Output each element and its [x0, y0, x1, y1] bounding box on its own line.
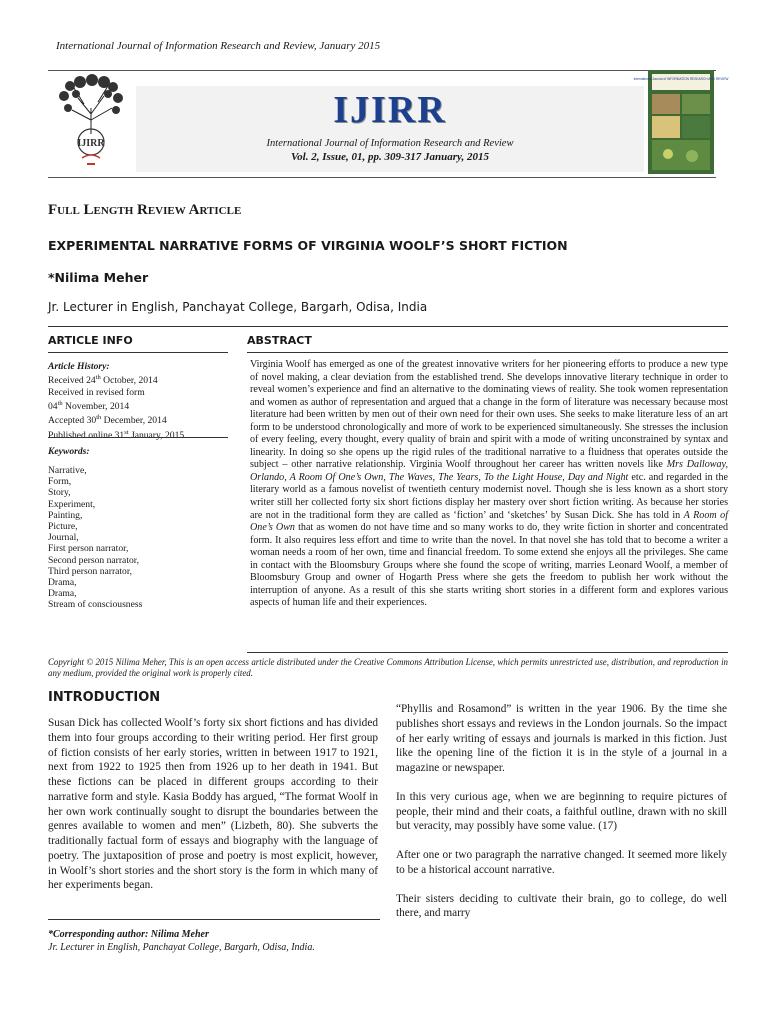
keyword: Story,	[48, 487, 71, 499]
paragraph: Their sisters deciding to cultivate their brain, go to college, do well there, and marry	[396, 892, 727, 920]
footnote-rule	[48, 919, 380, 920]
journal-full-name: International Journal of Information Research and Review	[266, 138, 514, 149]
keyword: Stream of consciousness	[48, 599, 143, 611]
paragraph: “Phyllis and Rosamond” is written in the year 1906. By the time she publishes short essays and reviews in the London journals. So the impact of her early writing of essays and journals is marked in this fiction. Just like the opening line of the fiction it is in the style of a journal in a magazine or newspaper.	[396, 703, 727, 774]
journal-abbrev: IJIRR	[333, 89, 447, 131]
introduction-left-column: Susan Dick has collected Woolf’s forty six short fictions and has divided them into four groups according to their writing period. Her first group of fiction consists of her early stories, written in between 1917 to 1921, next from 1922 to 1925 then from 1926 up to her death in 1941. But these fictions can be placed in different groups according to their narrative form and style. Kasia Boddy has argued, “The format Woolf in her own work continually sought to disrupt the boundaries between the genres available to women and men” (Lizbeth, 80). She subverts the traditionally factual form of essays and biography with the language of poetry. The juxtaposition of prose and poetry is most explicit, however, in Woolf’s short stories and the short story is the form in which many of her experiments began.	[48, 717, 378, 892]
published-date: Published online 31st January, 2015	[48, 428, 185, 441]
volume-line: Vol. 2, Issue, 01, pp. 309-317 January, 2015	[291, 151, 489, 163]
introduction-right-column	[396, 702, 727, 935]
revised-label: Received in revised form	[48, 386, 145, 398]
keywords-label: Keywords:	[48, 446, 90, 457]
abstract-bottom-rule	[247, 652, 728, 653]
copyright-notice: Copyright © 2015 Nilima Meher, This is an open access article distributed under the Creative Commons Attribution License, which permits unrestricted use, distribution, and reproduction in any medium, provided the original work is properly cited.	[48, 657, 728, 679]
keyword: Narrative,	[48, 465, 87, 476]
accepted-date: Accepted 30th December, 2014	[48, 414, 167, 427]
running-head: International Journal of Information Research and Review, January 2015	[56, 40, 381, 52]
article-info-heading: ARTICLE INFO	[48, 334, 133, 347]
article-history-label: Article History:	[48, 361, 110, 372]
article-history	[48, 361, 233, 441]
keyword: Second person narrator,	[48, 554, 139, 566]
tree-logo	[50, 74, 132, 172]
keyword: Journal,	[48, 532, 79, 544]
received-date: Received 24th October, 2014	[48, 374, 158, 387]
keyword: Form,	[48, 476, 72, 488]
keyword: Third person narrator,	[48, 565, 133, 577]
author-affiliation: Jr. Lecturer in English, Panchayat College, Bargarh, Odisa, India	[48, 300, 428, 314]
keywords-rule	[48, 437, 228, 438]
corresponding-author-label: *Corresponding author: Nilima Meher	[48, 929, 209, 940]
keyword: Drama,	[48, 588, 77, 600]
corresponding-author-address: Jr. Lecturer in English, Panchayat College, Bargarh, Odisa, India.	[48, 942, 315, 953]
paragraph: After one or two paragraph the narrative changed. It seemed more likely to be a historical account narrative.	[396, 849, 727, 876]
keyword: Painting,	[48, 509, 83, 521]
keyword: Drama,	[48, 577, 77, 589]
corresponding-author	[48, 928, 315, 954]
article-title: EXPERIMENTAL NARRATIVE FORMS OF VIRGINIA WOOLF’S SHORT FICTION	[48, 238, 568, 253]
abstract-rule	[247, 352, 728, 353]
quote-paragraph: In this very curious age, when we are beginning to require pictures of people, their mind and their coats, a faithful outline, drawn with no skill but veracity, may possibly have some value. (17)	[396, 790, 727, 833]
keywords-list	[48, 465, 233, 611]
author-name: *Nilima Meher	[48, 270, 149, 285]
header-rule	[48, 326, 728, 327]
keyword: First person narrator,	[48, 543, 129, 555]
article-info-rule	[48, 352, 228, 353]
cover-title: International Journal of INFORMATION RESEARCH AND REVIEW	[633, 77, 729, 81]
abstract-heading: ABSTRACT	[247, 334, 312, 347]
introduction-heading: INTRODUCTION	[48, 690, 161, 705]
journal-cover-image	[633, 70, 729, 174]
revised-date: 04th November, 2014	[48, 399, 130, 412]
article-type: Full Length Review Article	[48, 202, 242, 218]
abstract-text: Virginia Woolf has emerged as one of the greatest innovative writers for her pioneering efforts to produce a new type of novel making, a clear deviation from the established trend. She develops innovative literary technique in order to reveal women’s experience and find an alternative to the dominating views of reality. She took women representation and women as author of representation and argued that a change in the form of literature was necessary because most literature had been written by men out of their own need for their own uses. She seeks to make literature less of an art form to be understood chronologically and more of work to be experienced simultaneously. She stresses the inclusion of every feeling, every thought, every quality of brain and spirit with a mode of writing unconstrained by syntax and linearity. In doing so she opens up the rigid rules of the traditional narrative to a fluidness that operates outside the subject – other narrative relationship. Virginia Woolf throughout her career has written novels like Mrs Dalloway, Orlando, A Room Of One’s Own, The Waves, The Years, To the Light House, Day and Night etc. and regarded in the literary world as a famous novelist of twentieth century modernist novel. Though she is less known as a short story writer still her collected forty six short fictions display her mastery over short fiction writing. As because her stories are not in the traditional form they are called as ‘fiction’ and ‘sketches’ by Susan Dick. She has told in A Room of One’s Own that as women do not have time and so many works to do, they write fiction in shorter and concentrated form. It also requires less effort and time to write than the novel. In that novel she has told that to become a writer a woman needs a room of her own, time and financial freedom. To some extend she enjoys all the privileges. She came in contact with the Bloomsbury Groups where she found the scope of writing, marries Leonard Woolf, a member of Bloomsbury Group and owner of Hogarth Press where she gets the freedom to publish her work without the interruption of anyone. As a result of this she starts writing short stories in a different form and explores various aspects of human life and their experiences.	[250, 359, 729, 609]
keyword: Picture,	[48, 521, 78, 533]
keyword: Experiment,	[48, 498, 96, 510]
logo-lettering: IJIRR	[77, 138, 105, 149]
